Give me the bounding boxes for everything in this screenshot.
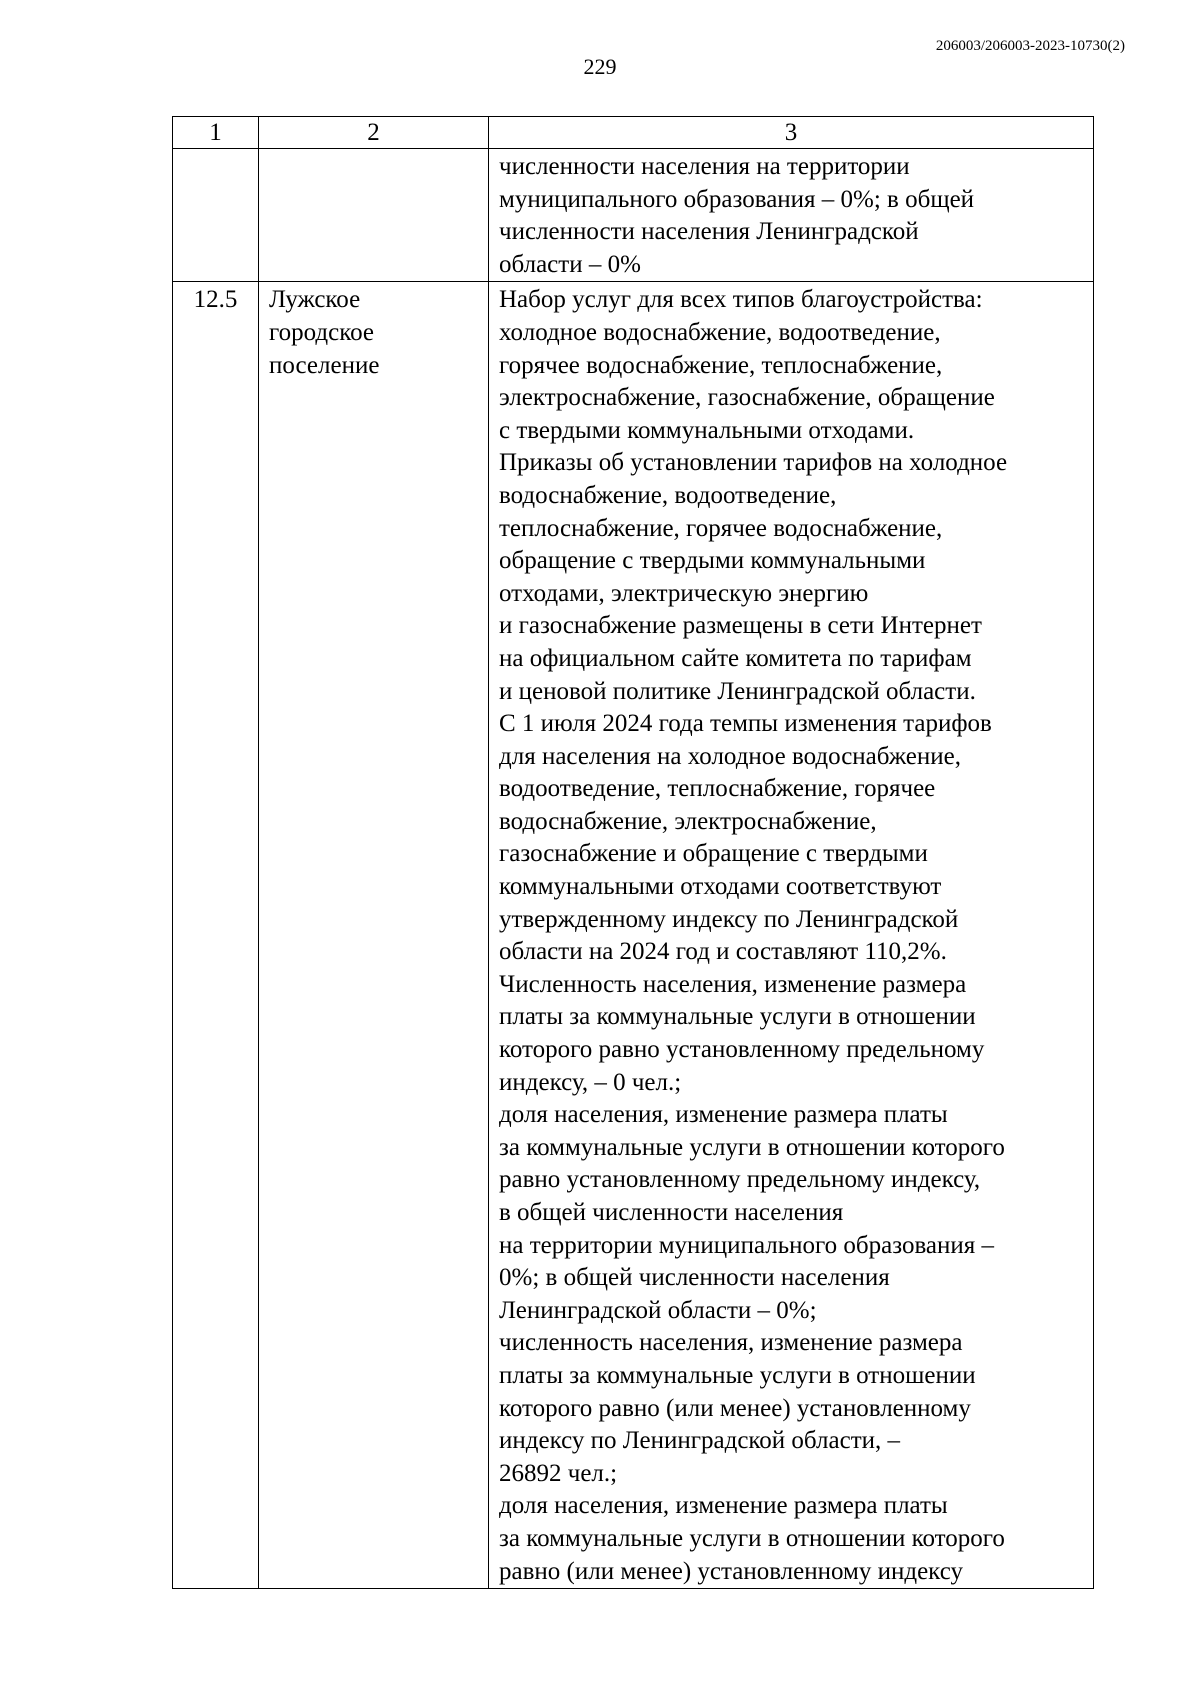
description-line: на территории муниципального образования – [499, 1231, 995, 1259]
description-line: и ценовой политике Ленинградской области. [499, 677, 976, 705]
table-header-row [173, 117, 1094, 149]
description-line: на официальном сайте комитета по тарифам [499, 644, 972, 672]
row-number [173, 149, 258, 151]
description-line: индексу по Ленинградской области, – [499, 1427, 901, 1455]
description-line: обращение с твердыми коммунальными [499, 547, 926, 575]
description-line: газоснабжение и обращение с твердыми [499, 840, 928, 868]
page-number: 229 [583, 54, 617, 79]
description-line: численность населения, изменение размера [499, 1329, 963, 1357]
description-cell [489, 149, 1094, 282]
description-line: за коммунальные услуги в отношении которого [499, 1524, 1005, 1552]
description-line: электроснабжение, газоснабжение, обращение [499, 384, 995, 412]
municipality-cell [259, 149, 489, 282]
description-line: теплоснабжение, горячее водоснабжение, [499, 514, 943, 542]
table-row [173, 149, 1094, 282]
description-line: муниципального образования – 0%; в общей [499, 185, 975, 213]
municipality-name-line: поселение [269, 351, 380, 379]
description-line: С 1 июля 2024 года темпы изменения тарифов [499, 710, 992, 738]
description-line: коммунальными отходами соответствуют [499, 873, 942, 901]
description-line: в общей численности населения [499, 1199, 844, 1226]
description-line: водоотведение, теплоснабжение, горячее [499, 775, 936, 803]
row-number: 12.5 [193, 286, 238, 314]
description-line: доля населения, изменение размера платы [499, 1492, 948, 1520]
description-line: отходами, электрическую энергию [499, 579, 869, 607]
description-cell [489, 282, 1094, 1589]
description-line: которого равно установленному предельному [499, 1036, 985, 1064]
description-line: холодное водоснабжение, водоотведение, [499, 318, 941, 346]
column-header-1: 1 [173, 117, 259, 149]
description-line: равно установленному предельному индексу, [499, 1166, 981, 1194]
description-line: платы за коммунальные услуги в отношении [499, 1361, 976, 1389]
description-line: индексу, – 0 чел.; [499, 1068, 682, 1096]
description-line: Приказы об установлении тарифов на холодное [499, 449, 1008, 477]
description-line: Численность населения, изменение размера [499, 970, 967, 998]
description-line: численности населения Ленинградской [499, 218, 919, 246]
description-line: платы за коммунальные услуги в отношении [499, 1003, 976, 1031]
description-line: Ленинградской области – 0%; [499, 1296, 817, 1324]
description-line: Набор услуг для всех типов благоустройства: [499, 286, 983, 314]
row-number-cell [173, 149, 259, 282]
description-line: и газоснабжение размещены в сети Интернет [499, 612, 982, 640]
description-line: за коммунальные услуги в отношении которого [499, 1133, 1005, 1161]
description-line: которого равно (или менее) установленному [499, 1394, 971, 1422]
table-row [173, 282, 1094, 1589]
description-line: 26892 чел.; [499, 1459, 618, 1487]
description-line: области на 2024 год и составляют 110,2%. [499, 938, 947, 966]
description-line: области – 0% [499, 250, 641, 278]
data-table [172, 116, 1094, 1589]
municipality-name-line: городское [269, 318, 375, 346]
row-number-cell [173, 282, 259, 1589]
description-line: для населения на холодное водоснабжение, [499, 742, 962, 770]
description-line: утвержденному индексу по Ленинградской [499, 905, 959, 933]
description-line: горячее водоснабжение, теплоснабжение, [499, 351, 943, 379]
description-line: равно (или менее) установленному индексу [499, 1557, 963, 1585]
description-line: с твердыми коммунальными отходами. [499, 416, 915, 444]
document-id: 206003/206003-2023-10730(2) [935, 38, 1125, 54]
column-header-2: 2 [259, 117, 489, 149]
description-line: 0%; в общей численности населения [499, 1264, 890, 1292]
table-body [173, 149, 1094, 1589]
description-line: водоснабжение, электроснабжение, [499, 807, 877, 835]
description-line: водоснабжение, водоотведение, [499, 481, 837, 509]
column-header-3: 3 [489, 117, 1094, 149]
municipality-cell [259, 282, 489, 1589]
municipality-name-line: Лужское [269, 286, 361, 314]
description-line: численности населения на территории [499, 153, 910, 180]
description-line: доля населения, изменение размера платы [499, 1101, 948, 1129]
